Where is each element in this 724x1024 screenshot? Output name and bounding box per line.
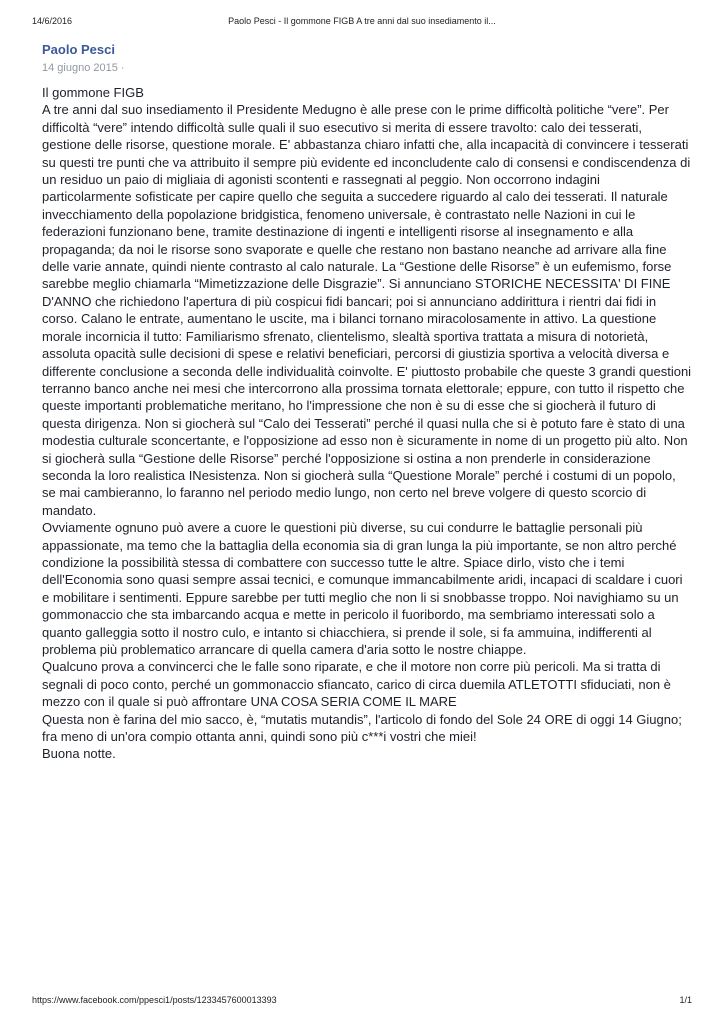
post-signoff: Buona notte. xyxy=(42,746,116,762)
post-timestamp[interactable]: 14 giugno 2015 · xyxy=(42,62,125,74)
print-url: https://www.facebook.com/ppesci1/posts/1233457600013393 xyxy=(32,995,277,1005)
print-page-title: Paolo Pesci - Il gommone FIGB A tre anni dal suo insediamento il... xyxy=(228,16,496,26)
post-paragraph: Questa non è farina del mio sacco, è, “mutatis mutandis”, l'articolo di fondo del Sole 24 ORE di oggi 14 Giugno; fra meno di un'ora compio ottanta anni, quindi sono più c***i vostri che miei! xyxy=(42,711,682,745)
post-paragraph: Qualcuno prova a convincerci che le falle sono riparate, e che il motore non corre più pericoli. Ma si tratta di segnali di poco conto, perché un gommonaccio sfiancato, carico di circa duemila ATLETOTTI sfiduciati, non è mezzo con il quale si può affrontare UNA COSA SERIA COME IL MARE xyxy=(42,659,671,710)
post-author-name[interactable]: Paolo Pesci xyxy=(42,42,115,57)
post-paragraph: Ovviamente ognuno può avere a cuore le questioni più diverse, su cui condurre le battaglie personali più appassionate, ma temo che la battaglia della economia sia di gran lunga la più importante, se non altro perché condizione la possibilità stessa di combattere con successo tutte le altre. Spiace dirlo, visto che i temi dell'Economia sono quasi sempre assai tecnici, e comunque immancabilmente aridi, incapaci di scaldare i cuori e mobilitare i sentimenti. Eppure sarebbe per tutti meglio che non li si snobbasse troppo. Noi navighiamo su un gommonaccio che sta imbarcando acqua e mette in pericolo il fuoribordo, ma sembriamo interessati solo a quanto galleggia sotto il nostro culo, e intanto si chiacchiera, si prende il sole, si fa ammuina, indifferenti al problema più problematico arrancare di quella camera d'aria sotto le nostre chiappe. xyxy=(42,520,683,657)
post-paragraph: A tre anni dal suo insediamento il Presidente Medugno è alle prese con le prime difficoltà politiche “vere”. Per difficoltà “vere” intendo difficoltà sulle quali il suo esecutivo si merita di essere travolto: calo dei tesserati, gestione delle risorse, questione morale. E' abbastanza chiaro infatti che, alla incapacità di convincere i tesserati su questi tre punti che va attribuito il sempre più evidente ed inconcludente calo di consensi e condiscendenza di un residuo un paio di migliaia di agonisti scontenti e rassegnati al peggio. Non occorrono indagini particolarmente sofisticate per capire quello che seguita a succedere riguardo al calo dei tesserati. Il naturale invecchiamento della popolazione bridgistica, fenomeno universale, è contrastato nelle Nazioni in cui le federazioni funzionano bene, tramite destinazione di ingenti e intelligenti risorse al insegnamento e alla propaganda; da noi le risorse sono svaporate e quelle che restano non bastano neanche ad arrivare alla fine delle varie annate, quindi niente contrasto al calo naturale. La “Gestione delle Risorse” è un eufemismo, forse sarebbe meglio chiamarla “Mimetizzazione delle Disgrazie”. Si annunciano STORICHE NECESSITA' DI FINE D'ANNO che richiedono l'apertura di più cospicui fidi bancari; poi si annunciano addirittura i rientri dai fidi in corso. Calano le entrate, aumentano le uscite, ma i bilanci tornano miracolosamente in attivo. La questione morale incornicia il tutto: Familiarismo sfrenato, clientelismo, slealtà sportiva trattata a misura di notorietà, assoluta opacità sulle decisioni di spese e relativi beneficiari, percorsi di giustizia sportiva a velocità diversa e differente conclusione a seconda delle individualità coinvolte. E' piuttosto probabile che queste 3 grandi questioni terranno banco anche nei mesi che intercorrono alla prossima tornata elettorale; eppure, con tutto il rispetto che queste importanti problematiche meritano, ho l'impressione che non è su di esse che si giocherà il futuro di questa dirigenza. Non si giocherà sul “Calo dei Tesserati” perché il quasi nulla che si è potuto fare è stato di una modestia culturale sconcertante, e l'opposizione ad esso non è sicuramente in nome di un progetto più alto. Non si giocherà sulla “Gestione delle Risorse” perché l'opposizione si ostina a non prenderle in considerazione seconda la loro realistica INesistenza. Non si giocherà sulla “Questione Morale” perché i costumi di un popolo, se mai cambieranno, lo faranno nel periodo medio lungo, non certo nel breve volgere di questo scorcio di mandato. xyxy=(42,102,692,518)
post-body xyxy=(42,84,692,763)
print-footer xyxy=(32,995,692,1009)
print-page-count: 1/1 xyxy=(679,995,692,1005)
post-heading: Il gommone FIGB xyxy=(42,85,144,100)
print-header xyxy=(32,16,692,30)
print-date: 14/6/2016 xyxy=(32,16,73,26)
